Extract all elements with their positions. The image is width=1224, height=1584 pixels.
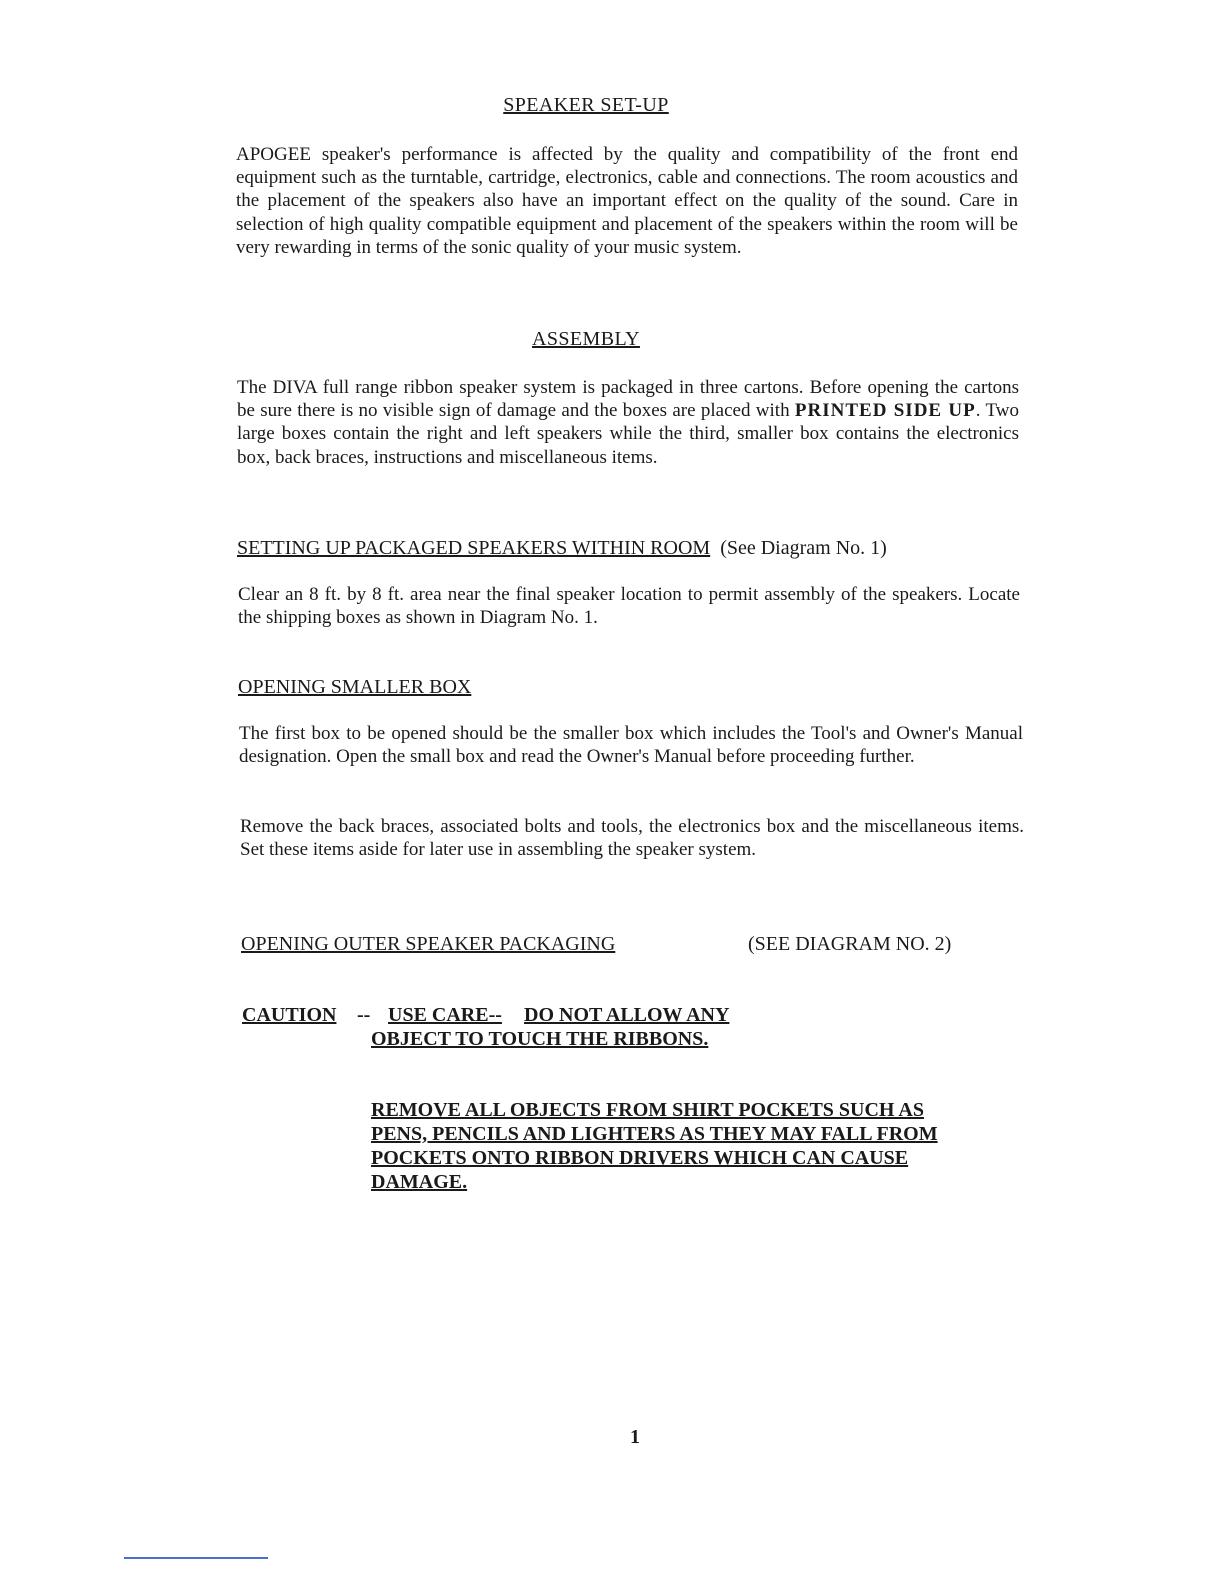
heading-speaker-setup: SPEAKER SET-UP xyxy=(503,94,669,116)
heading-assembly: ASSEMBLY xyxy=(532,328,640,350)
paragraph-assembly xyxy=(237,376,1019,469)
opening-outer-diagram-ref: (SEE DIAGRAM NO. 2) xyxy=(748,933,952,955)
remove-objects-line-2: PENS, PENCILS AND LIGHTERS AS THEY MAY FALL FROM xyxy=(371,1123,938,1145)
paragraph-speaker-setup: APOGEE speaker's performance is affected by the quality and compatibility of the front end equipment such as the turntable, cartridge, electronics, cable and connections. The room acoustics and the placement of the speakers also have an important effect on the quality of the sound. Care in selection of high quality compatible equipment and placement of the speakers within the room will be very rewarding in terms of the sonic quality of your music system. xyxy=(236,144,1018,258)
caution-use-care: USE CARE-- xyxy=(388,1004,502,1026)
setting-up-title: SETTING UP PACKAGED SPEAKERS WITHIN ROOM xyxy=(237,537,711,559)
paragraph-setting-up: Clear an 8 ft. by 8 ft. area near the final speaker location to permit assembly of the speakers. Locate the shipping boxes as shown in Diagram No. 1. xyxy=(238,584,1020,629)
caution-touch-ribbons: OBJECT TO TOUCH THE RIBBONS. xyxy=(371,1028,709,1050)
caution-dashes: -- xyxy=(357,1004,371,1026)
assembly-text-part2: . Two large boxes contain the right and left speakers while the third, smaller box contains the electronics box, back braces, instructions and miscellaneous items. xyxy=(237,400,1019,468)
caution-word: CAUTION xyxy=(242,1004,337,1026)
remove-objects-line-4: DAMAGE. xyxy=(371,1171,468,1193)
remove-objects-line-3: POCKETS ONTO RIBBON DRIVERS WHICH CAN CAUSE xyxy=(371,1147,909,1169)
remove-objects-line-1: REMOVE ALL OBJECTS FROM SHIRT POCKETS SUCH AS xyxy=(371,1099,924,1121)
printed-side-up-emphasis: PRINTED SIDE UP xyxy=(794,400,976,422)
caution-do-not-allow: DO NOT ALLOW ANY xyxy=(524,1004,730,1026)
assembly-text-part1: The DIVA full range ribbon speaker system is packaged in three cartons. Before opening the cartons be sure there is no visible sign of damage and the boxes are placed with xyxy=(237,377,1019,422)
setting-up-diagram-ref: (See Diagram No. 1) xyxy=(720,537,887,559)
paragraph-opening-smaller-1: The first box to be opened should be the smaller box which includes the Tool's and Owner's Manual designation. Open the small box and read the Owner's Manual before proceeding further. xyxy=(239,723,1023,768)
caution-label xyxy=(242,1003,336,1027)
heading-opening-smaller-box: OPENING SMALLER BOX xyxy=(238,676,472,698)
heading-setting-up xyxy=(237,536,887,560)
footer-divider xyxy=(124,1557,268,1559)
heading-opening-outer: OPENING OUTER SPEAKER PACKAGING xyxy=(241,933,616,955)
paragraph-opening-smaller-2: Remove the back braces, associated bolts and tools, the electronics box and the miscellaneous items. Set these items aside for later use in assembling the speaker system. xyxy=(240,816,1024,861)
page-number: 1 xyxy=(630,1426,640,1448)
